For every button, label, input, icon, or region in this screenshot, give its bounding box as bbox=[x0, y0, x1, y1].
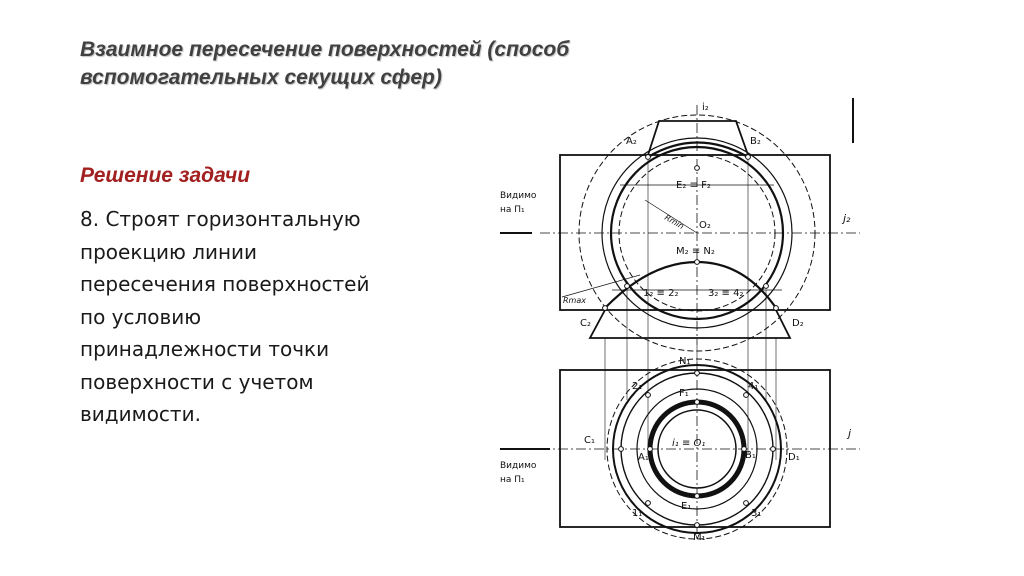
body-line: по условию bbox=[80, 304, 202, 329]
label-3-1: 3₁ bbox=[751, 508, 762, 519]
label-3-4: 3₂ ≡ 4₂ bbox=[708, 288, 744, 299]
label-c1: C₁ bbox=[584, 435, 595, 446]
label-visible-1: Видимо bbox=[500, 191, 537, 201]
label-c2: C₂ bbox=[580, 318, 591, 329]
top-view bbox=[500, 359, 860, 540]
label-j: j bbox=[848, 427, 852, 440]
body-line: 8. Строят горизонтальную bbox=[80, 207, 361, 231]
label-visible-3: Видимо bbox=[500, 461, 537, 471]
body-line: пересечения поверхностей bbox=[80, 272, 370, 296]
top-labels bbox=[500, 356, 852, 543]
label-o2: O₂ bbox=[699, 220, 711, 231]
label-rmin: Rmin bbox=[663, 212, 686, 232]
front-cylinder-outline bbox=[560, 155, 830, 310]
label-4-1: 4₁ bbox=[748, 381, 759, 392]
label-d2: D₂ bbox=[792, 318, 804, 329]
label-m1: M₁ bbox=[693, 532, 706, 543]
label-b2: B₂ bbox=[750, 136, 761, 147]
body-text bbox=[80, 203, 440, 431]
body-line: видимости. bbox=[80, 402, 201, 426]
label-e2-f2: E₂ ≡ F₂ bbox=[676, 180, 711, 191]
label-f1: F₁ bbox=[679, 388, 689, 399]
label-a1: A₁ bbox=[638, 452, 649, 463]
slide-title bbox=[80, 36, 720, 92]
slide-subtitle: Решение задачи bbox=[80, 164, 251, 187]
label-d1: D₁ bbox=[788, 452, 800, 463]
title-line-1: Взаимное пересечение поверхностей (способ bbox=[80, 38, 570, 61]
front-labels bbox=[500, 102, 851, 329]
body-line: проекцию линии bbox=[80, 239, 258, 264]
label-n1: N₁ bbox=[679, 356, 691, 367]
label-b1: B₁ bbox=[745, 450, 756, 461]
label-m2-n2: M₂ ≡ N₂ bbox=[676, 246, 715, 257]
label-i2: i₂ bbox=[702, 102, 709, 113]
title-line-2: вспомогательных секущих сфер) bbox=[80, 66, 442, 89]
label-j2: j₂ bbox=[843, 212, 851, 225]
label-a2: A₂ bbox=[626, 136, 637, 147]
body-line: поверхности с учетом bbox=[80, 369, 314, 394]
label-1-1: 1₁ bbox=[632, 508, 643, 519]
technical-drawing bbox=[470, 90, 870, 546]
front-cone-bottom bbox=[590, 310, 790, 338]
label-2-1: 2₁ bbox=[632, 381, 643, 392]
body-line: принадлежности точки bbox=[80, 337, 330, 361]
label-1-2: 1₂ ≡ 2₂ bbox=[643, 288, 679, 299]
label-e1: E₁ bbox=[681, 501, 692, 512]
label-rmax: Rmax bbox=[563, 296, 586, 305]
label-visible-4: на П₁ bbox=[500, 475, 525, 485]
label-i1-o1: i₁ ≡ O₁ bbox=[672, 438, 706, 449]
label-visible-2: на П₁ bbox=[500, 205, 525, 215]
